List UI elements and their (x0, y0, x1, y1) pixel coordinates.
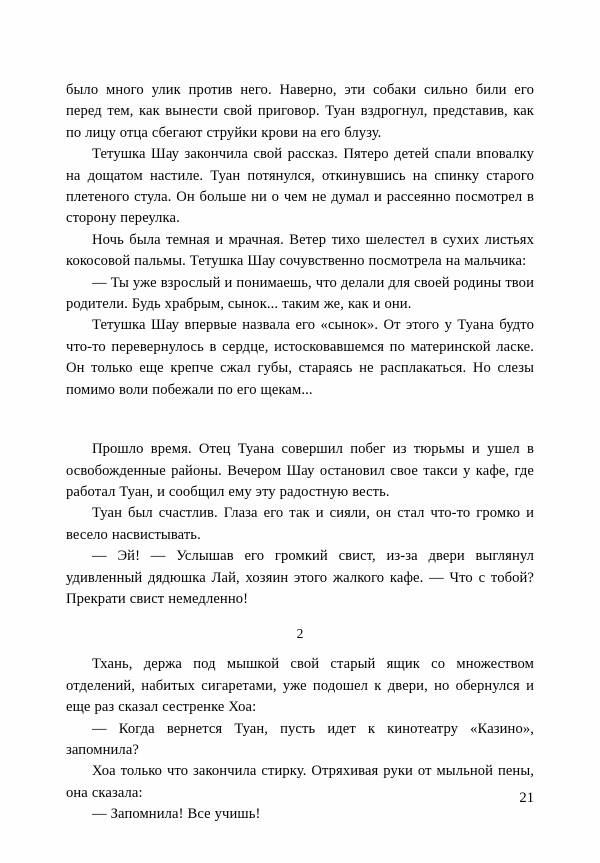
page-number: 21 (519, 790, 534, 806)
paragraph: — Запомнила! Все учишь! (92, 806, 261, 823)
paragraph: Хоа только что закончила стирку. Отряхивая руки от мыльной пены, она сказала: (66, 763, 534, 801)
page-text-block (66, 80, 534, 826)
paragraph: Ночь была темная и мрачная. Ветер тихо шелестел в сухих листьях кокосовой пальмы. Тетушка Шау сочувственно посмотрела на мальчика: (66, 231, 534, 270)
paragraph: Тетушка Шау впервые назвала его «сынок». От этого у Туана будто что-то перевернулось в сердце, истосковавшемся по материнской ласке. Он только еще крепче сжал губы, стараясь не расплакаться. Но слезы помимо воли побежали по его щекам... (66, 317, 534, 398)
paragraph: Тетушка Шау закончила свой рассказ. Пятеро детей спали вповалку на дощатом настиле. Туан потянулся, откинувшись на спинку старого плетеного стула. Он больше ни о чем не думал и рассеянно посмотрел в сторону переулка. (66, 146, 534, 227)
paragraph: — Эй! — Услышав его громкий свист, из-за двери выглянул удивленный дядюшка Лай, хозяин этого жалкого кафе. — Что с тобой? Прекрати свист немедленно! (66, 548, 534, 607)
paragraph: Туан был счастлив. Глаза его так и сияли, он стал что-то громко и весело насвистывать. (66, 505, 534, 543)
paragraph: — Ты уже взрослый и понимаешь, что делали для своей родины твои родители. Будь храбрым, сынок... таким же, как и они. (66, 274, 534, 313)
paragraph: Тхань, держа под мышкой свой старый ящик со множеством отделений, набитых сигаретами, уже подошел к двери, но обернулся и еще раз сказал сестренке Хоа: (66, 656, 534, 716)
paragraph: — Когда вернется Туан, пусть идет к кинотеатру «Казино», запомнила? (66, 720, 534, 758)
paragraph: Прошло время. Отец Туана совершил побег из тюрьмы и ушел в освобожденные районы. Вечером Шау остановил свое такси у кафе, где работал Туан, и сообщил ему эту радостную весть. (66, 441, 534, 500)
section-number: 2 (296, 626, 304, 642)
section-gap (66, 401, 534, 439)
paragraph: было много улик против него. Наверно, эти собаки сильно били его перед тем, как вынести свой приговор. Туан вздрогнул, представив, как по лицу отца сбегают струйки крови на его блузу. (66, 82, 534, 141)
